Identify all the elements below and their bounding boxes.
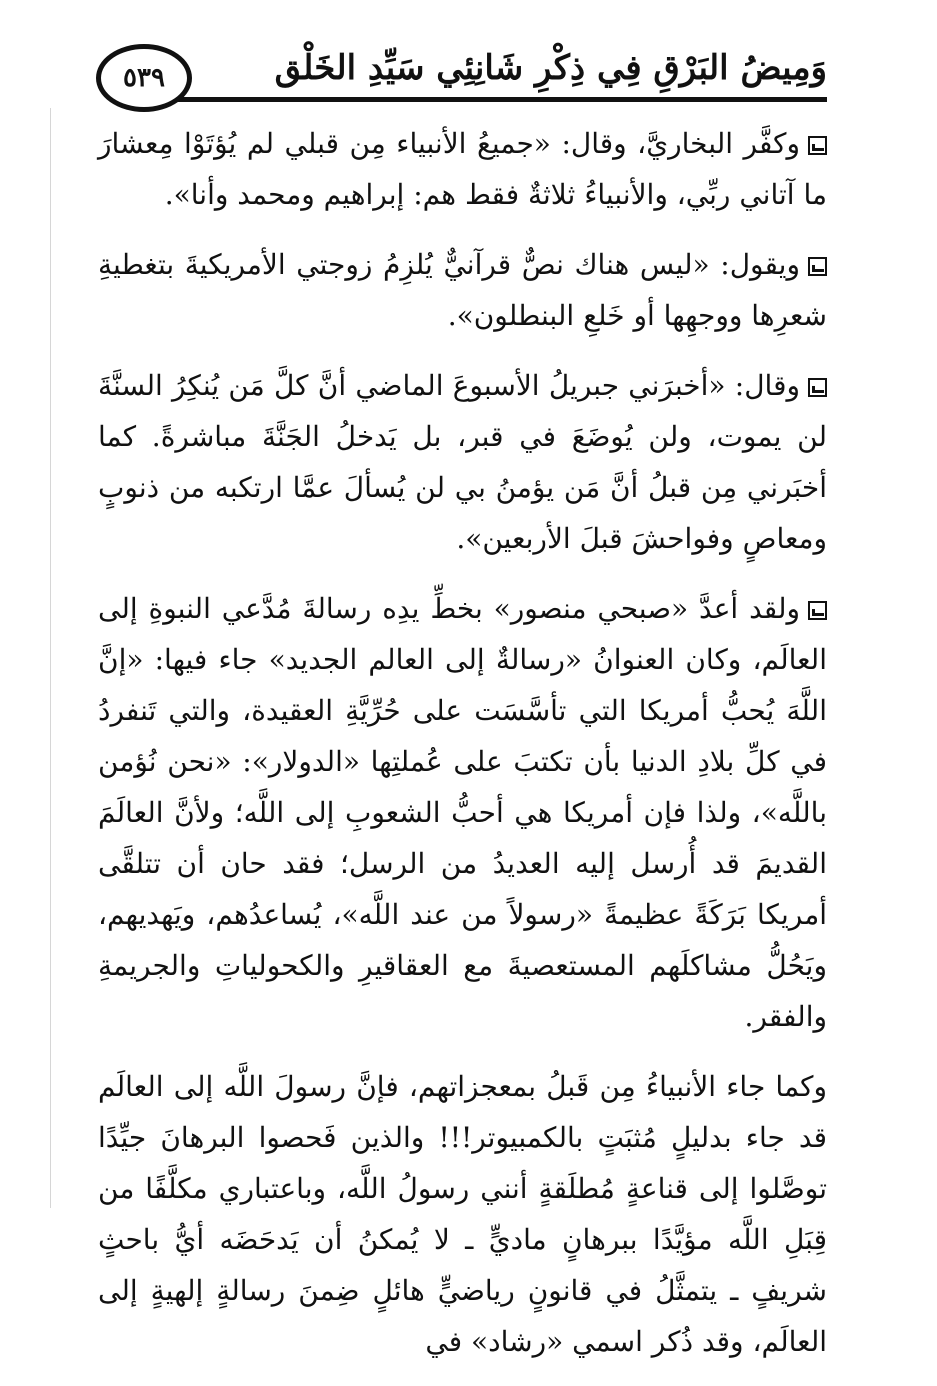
body-text	[98, 118, 827, 1386]
paragraph	[98, 118, 827, 220]
checkbox-bullet-icon	[808, 257, 827, 276]
scan-margin-line	[50, 108, 51, 1208]
paragraph	[98, 360, 827, 564]
paragraph-text: وقال: «أخبرَني جبريلُ الأسبوعَ الماضي أنَّ كلَّ مَن يُنكِرُ السنَّةَ لن يموت، ولن يُوضَعَ في قبر، بل يَدخلُ الجَنَّةَ مباشرةً. كما أخبَرني مِن قبلُ أنَّ مَن يؤمنُ بي لن يُسألَ عمَّا ارتكبه من ذنوبٍ ومعاصٍ وفواحشَ قبلَ الأربعين».	[98, 369, 827, 555]
paragraph-text: وكما جاء الأنبياءُ مِن قَبلُ بمعجزاتهم، فإنَّ رسولَ اللَّه إلى العالَم قد جاء بدليلٍ مُثبَتٍ بالكمبيوتر!!! والذين فَحصوا البرهانَ جيِّدًا توصَّلوا إلى قناعةٍ مُطلَقةٍ أنني رسولُ اللَّه، وباعتباري مكلَّفًا من قِبَلِ اللَّه مؤيَّدًا ببرهانٍ ماديٍّ ـ لا يُمكنُ أن يَدحَضَه أيُّ باحثٍ شريفٍ ـ يتمثَّلُ في قانونٍ رياضيٍّ هائلٍ ضِمنَ رسالةٍ إلهيةٍ إلى العالَم، وقد ذُكر اسمي «رشاد» في	[98, 1070, 827, 1358]
page-number-badge	[96, 44, 192, 112]
page-number: ٥٣٩	[123, 63, 165, 93]
header-rule	[168, 97, 827, 102]
page-header	[98, 40, 827, 102]
checkbox-bullet-icon	[808, 136, 827, 155]
paragraph	[98, 1061, 827, 1367]
paragraph-text: ويقول: «ليس هناك نصٌّ قرآنيٌّ يُلزِمُ زوجتي الأمريكيةَ بتغطيةِ شعرِها ووجهِها أو خَلعِ البنطلون».	[98, 248, 827, 332]
checkbox-bullet-icon	[808, 601, 827, 620]
checkbox-bullet-icon	[808, 378, 827, 397]
paragraph	[98, 583, 827, 1042]
paragraph-text: ولقد أعدَّ «صبحي منصور» بخطِّ يدِه رسالةَ مُدَّعي النبوةِ إلى العالَم، وكان العنوانُ «رسالةٌ إلى العالم الجديد» جاء فيها: «إنَّ اللَّهَ يُحبُّ أمريكا التي تأسَّسَت على حُرِّيَّةِ العقيدة، والتي تَنفردُ في كلِّ بلادِ الدنيا بأن تكتبَ على عُملتِها «الدولار»: «نحن نُؤمن باللَّه»، ولذا فإن أمريكا هي أحبُّ الشعوبِ إلى اللَّه؛ ولأنَّ العالَمَ القديمَ قد أُرسل إليه العديدُ من الرسل؛ فقد حان أن تتلقَّى أمريكا بَرَكَةً عظيمةً «رسولاً من عند اللَّه»، يُساعدُهم، ويَهديهم، ويَحُلُّ مشاكلَهم المستعصيةَ مع العقاقيرِ والكحولياتِ والجريمةِ والفقر.	[98, 592, 827, 1033]
paragraph	[98, 239, 827, 341]
running-title: وَمِيضُ البَرْقِ فِي ذِكْرِ شَانِئِي سَيِّدِ الخَلْق	[274, 48, 827, 88]
paragraph-text: وكفَّر البخاريَّ، وقال: «جميعُ الأنبياء مِن قبلي لم يُؤتَوْا مِعشارَ ما آتاني ربِّي، والأنبياءُ ثلاثةٌ فقط هم: إبراهيم ومحمد وأنا».	[98, 127, 827, 211]
